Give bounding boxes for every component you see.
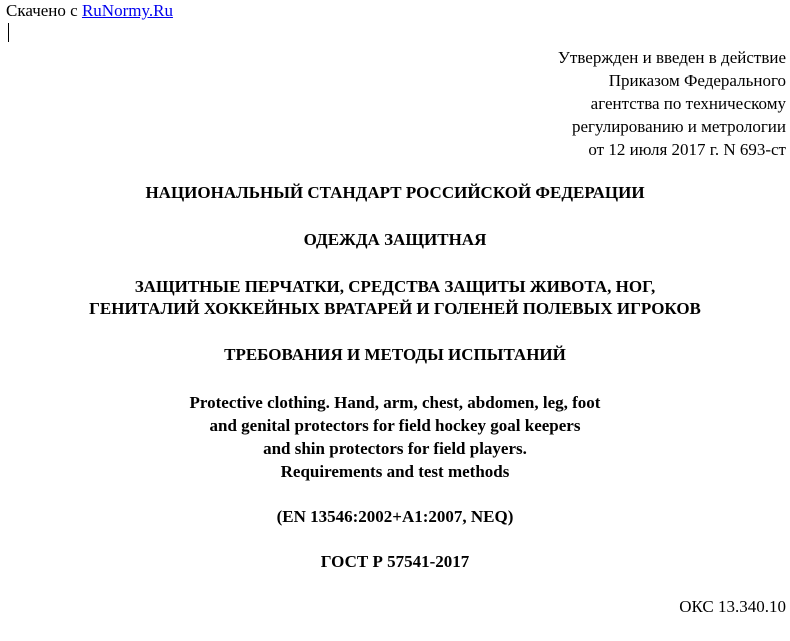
english-title-line-1: Protective clothing. Hand, arm, chest, abdomen, leg, foot [189,393,601,412]
source-line [6,1,173,21]
subject-line-1: ЗАЩИТНЫЕ ПЕРЧАТКИ, СРЕДСТВА ЗАЩИТЫ ЖИВОТА, НОГ, [134,277,656,296]
category-heading: ОДЕЖДА ЗАЩИТНАЯ [303,230,487,249]
english-title-line-2: and genital protectors for field hockey goal keepers [209,416,581,435]
requirements-heading: ТРЕБОВАНИЯ И МЕТОДЫ ИСПЫТАНИЙ [224,345,566,364]
english-title-line-3: and shin protectors for field players. [263,439,527,458]
reference-standard: (EN 13546:2002+A1:2007, NEQ) [276,507,514,526]
gost-number: ГОСТ Р 57541-2017 [320,552,470,571]
source-prefix: Скачено с [6,1,82,20]
text-cursor [8,23,9,42]
approval-line: агентства по техническому [590,94,786,113]
approval-block [558,46,786,161]
runormy-link[interactable]: RuNormy.Ru [81,1,173,20]
standard-type-heading: НАЦИОНАЛЬНЫЙ СТАНДАРТ РОССИЙСКОЙ ФЕДЕРАЦИИ [145,183,645,202]
approval-line: Утвержден и введен в действие [557,48,786,67]
subject-line-2: ГЕНИТАЛИЙ ХОККЕЙНЫХ ВРАТАРЕЙ И ГОЛЕНЕЙ ПОЛЕВЫХ ИГРОКОВ [89,299,701,318]
oks-code: ОКС 13.340.10 [679,597,786,616]
approval-line: регулированию и метрологии [571,117,786,136]
approval-line: от 12 июля 2017 г. N 693-ст [588,140,786,159]
english-title-line-4: Requirements and test methods [280,462,510,481]
approval-line: Приказом Федерального [608,71,786,90]
